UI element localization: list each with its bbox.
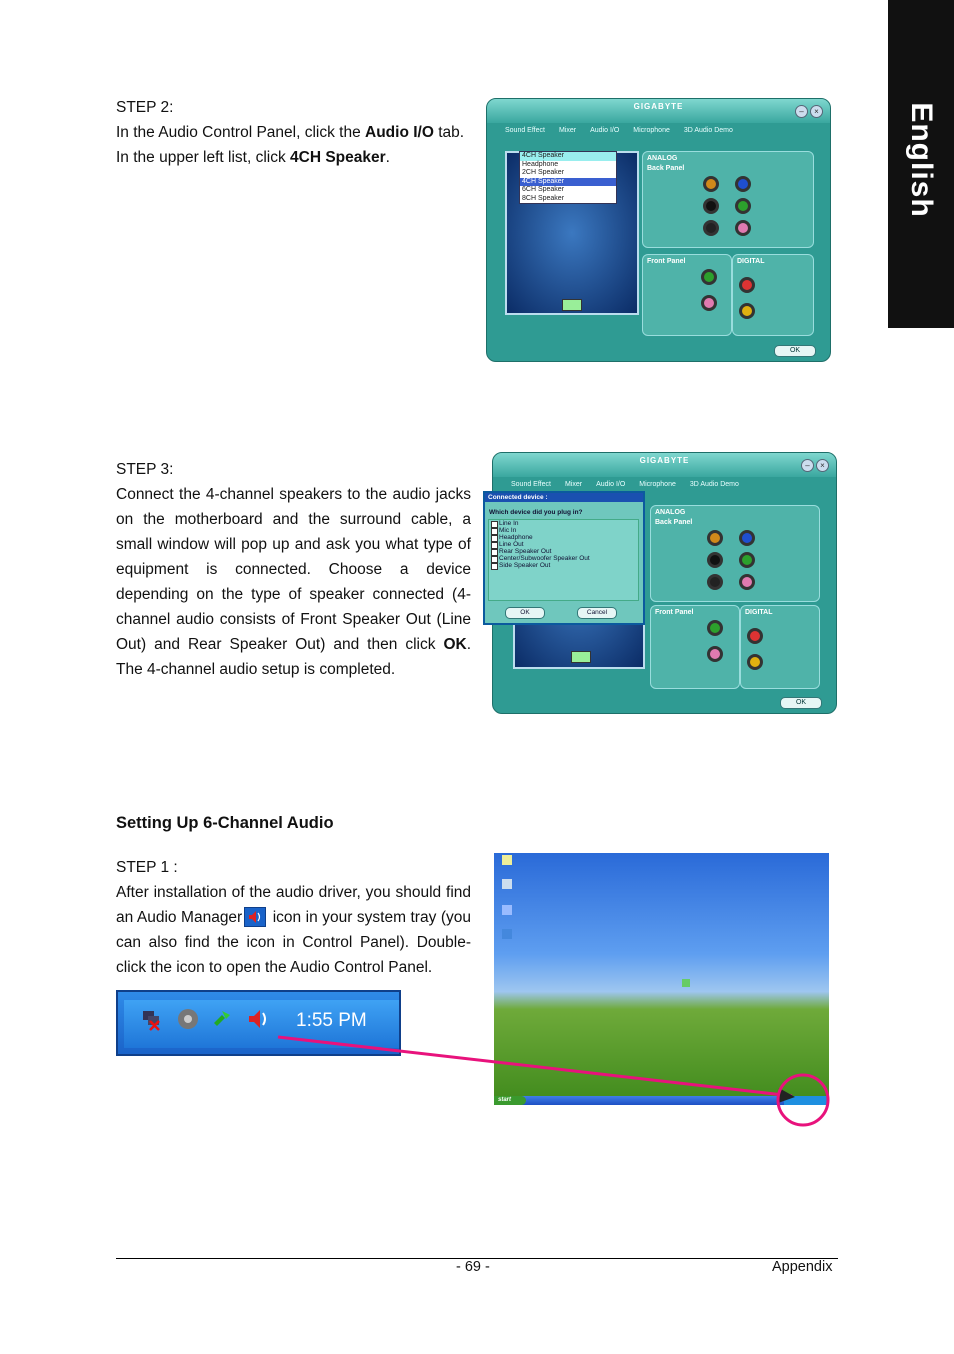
step3-label: STEP 3: — [116, 461, 174, 478]
language-tab-label: English — [905, 102, 938, 218]
step2-line2: In the upper left list, click 4CH Speaker. — [116, 149, 390, 166]
tab-microphone-2[interactable]: Microphone — [639, 480, 676, 488]
callout-line — [278, 1037, 792, 1096]
digital-jacks: DIGITAL — [732, 254, 814, 336]
tab-mixer-2[interactable]: Mixer — [564, 480, 583, 488]
tab-3d-audio-demo[interactable]: 3D Audio Demo — [683, 126, 733, 134]
tab-mixer[interactable]: Mixer — [558, 126, 577, 134]
step1-body: After installation of the audio driver, you should find an Audio Manager icon in your system tray (you can also find the icon in Control Panel). Double-click the icon to open the Audio Control Panel. — [116, 884, 471, 976]
device-option[interactable]: Rear Speaker Out — [489, 548, 638, 555]
dialog-ok-button[interactable]: OK — [505, 607, 545, 619]
dropdown-current: 4CH Speaker — [520, 152, 616, 161]
tab-3d-audio-demo-2[interactable]: 3D Audio Demo — [689, 480, 739, 488]
ok-button[interactable]: OK — [774, 345, 816, 357]
back-panel-jacks-2: ANALOG Back Panel — [650, 505, 820, 602]
tab-audio-io-2[interactable]: Audio I/O — [596, 480, 626, 488]
page-number: - 69 - — [456, 1259, 490, 1275]
step2-line1: In the Audio Control Panel, click the Audio I/O tab. — [116, 124, 465, 141]
device-option[interactable]: Headphone — [489, 534, 638, 541]
tab-sound-effect-2[interactable]: Sound Effect — [511, 480, 551, 488]
digital-jacks-2: DIGITAL — [740, 605, 820, 689]
footer-section: Appendix — [772, 1259, 833, 1275]
dropdown-option-headphone[interactable]: Headphone — [522, 160, 559, 168]
device-option[interactable]: Center/Subwoofer Speaker Out — [489, 555, 638, 562]
back-panel-jacks: ANALOG Back Panel — [642, 151, 814, 248]
step2-label: STEP 2: — [116, 99, 174, 116]
dialog-title: Connected device : — [485, 493, 643, 502]
tab-audio-io[interactable]: Audio I/O — [590, 126, 620, 134]
minimize-icon[interactable]: – — [795, 105, 808, 118]
device-option[interactable]: Line Out — [489, 541, 638, 548]
dropdown-option-6ch[interactable]: 6CH Speaker — [522, 186, 565, 193]
device-option[interactable]: Line In — [489, 520, 638, 527]
gigabyte-logo: GIGABYTE — [633, 102, 684, 111]
device-option[interactable]: Side Speaker Out — [489, 562, 638, 569]
step3-body: Connect the 4-channel speakers to the audio jacks on the motherboard and the surround cable, a small window will pop up and ask you what type of equipment is connected. Choose a device depending on the type of speaker connected (4-channel audio consists of Front Speaker Out (Line Out) and Rear Speaker Out) and then click OK. The 4-channel audio setup is completed. — [116, 486, 471, 678]
tray-clock: 1:55 PM — [296, 1010, 367, 1031]
dropdown-option-8ch[interactable]: 8CH Speaker — [522, 194, 565, 202]
dropdown-option-2ch[interactable]: 2CH Speaker — [522, 169, 565, 176]
dialog-question: Which device did you plug in? — [489, 509, 583, 516]
tab-microphone[interactable]: Microphone — [633, 126, 670, 134]
ok-button-2[interactable]: OK — [780, 697, 822, 709]
gigabyte-logo-2: GIGABYTE — [639, 456, 690, 465]
tab-sound-effect[interactable]: Sound Effect — [505, 126, 545, 134]
step1-label: STEP 1 : — [116, 859, 178, 876]
close-icon-2[interactable]: × — [816, 459, 829, 472]
minimize-icon-2[interactable]: – — [801, 459, 814, 472]
front-panel-jacks-2: Front Panel — [650, 605, 740, 689]
close-icon[interactable]: × — [810, 105, 823, 118]
section-heading: Setting Up 6-Channel Audio — [116, 814, 334, 832]
front-panel-jacks: Front Panel — [642, 254, 732, 336]
start-button[interactable]: start — [494, 1096, 526, 1105]
dropdown-option-4ch[interactable]: 4CH Speaker — [520, 178, 616, 187]
device-option[interactable]: Mic In — [489, 527, 638, 534]
dialog-cancel-button[interactable]: Cancel — [577, 607, 617, 619]
